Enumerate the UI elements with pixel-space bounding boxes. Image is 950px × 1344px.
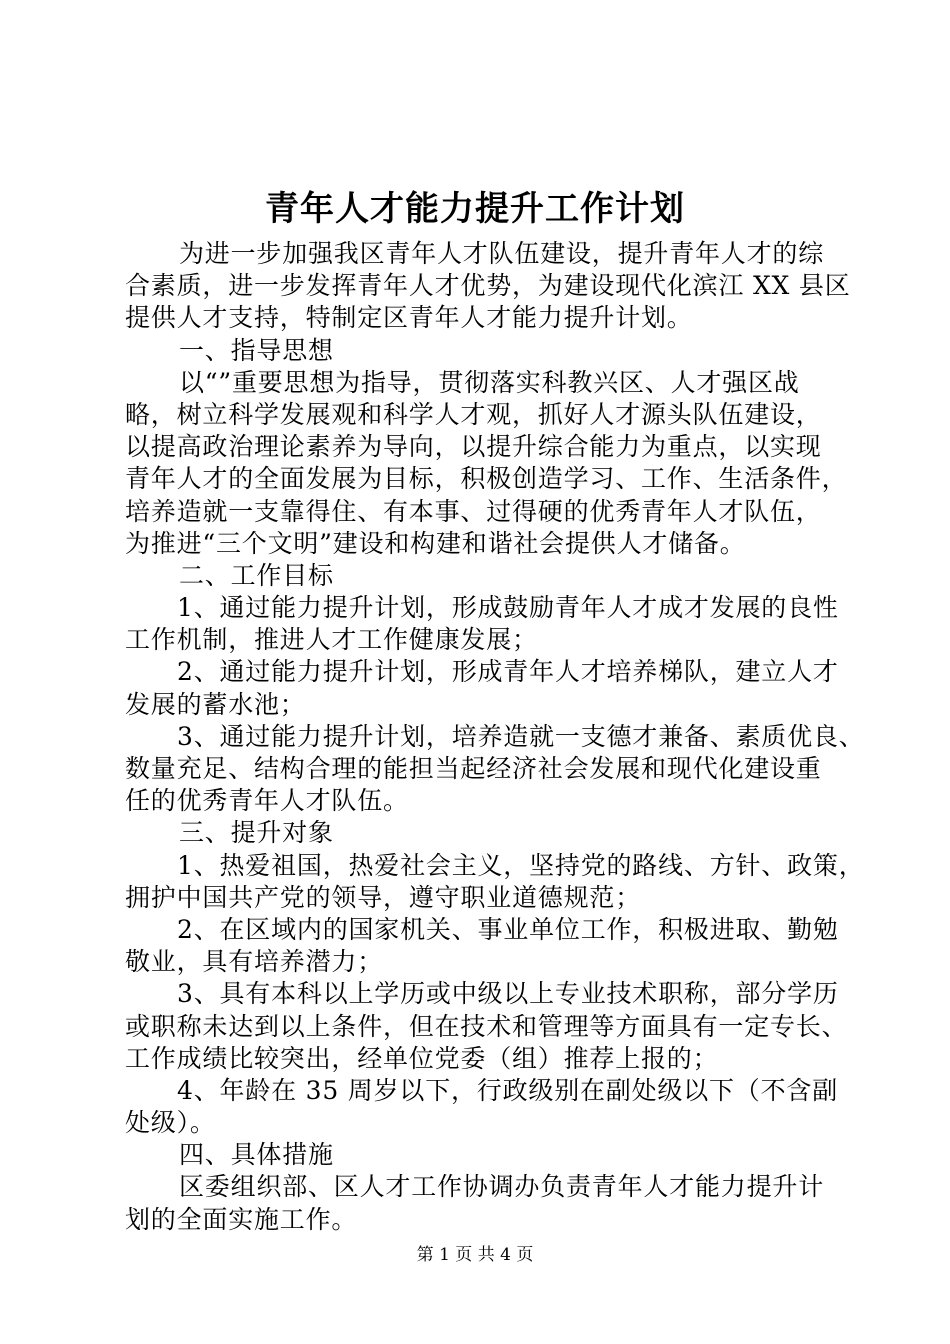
text-line: 提供人才支持，特制定区青年人才能力提升计划。	[125, 303, 693, 333]
text-line: 略，树立科学发展观和科学人才观，抓好人才源头队伍建设，	[125, 399, 822, 429]
text-line: 处级）。	[125, 1108, 216, 1138]
text-line: 4、年龄在 35 周岁以下，行政级别在副处级以下（不含副	[177, 1075, 839, 1105]
text-line: 3、通过能力提升计划，培养造就一支德才兼备、素质优良、	[177, 721, 865, 751]
text-line: 工作成绩比较突出，经单位党委（组）推荐上报的；	[125, 1043, 719, 1073]
text-line: 拥护中国共产党的领导，遵守职业道德规范；	[125, 882, 642, 912]
text-line: 以“”重要思想为指导，贯彻落实科教兴区、人才强区战	[179, 367, 800, 397]
document-title: 青年人才能力提升工作计划	[265, 189, 685, 229]
text-line: 以提高政治理论素养为导向，以提升综合能力为重点，以实现	[125, 432, 822, 462]
text-line: 培养造就一支靠得住、有本事、过得硬的优秀青年人才队伍，	[125, 496, 822, 526]
text-line: 青年人才的全面发展为目标，积极创造学习、工作、生活条件，	[125, 464, 848, 494]
text-line: 1、热爱祖国，热爱社会主义，坚持党的路线、方针、政策，	[177, 850, 865, 880]
text-line: 划的全面实施工作。	[125, 1204, 358, 1234]
page-footer: 第 1 页 共 4 页	[416, 1245, 534, 1265]
section-heading: 三、提升对象	[179, 818, 334, 848]
section-heading: 四、具体措施	[179, 1140, 334, 1170]
text-line: 或职称未达到以上条件，但在技术和管理等方面具有一定专长、	[125, 1011, 848, 1041]
text-line: 合素质，进一步发挥青年人才优势，为建设现代化滨江 XX 县区	[125, 271, 851, 301]
text-line: 数量充足、结构合理的能担当起经济社会发展和现代化建设重	[125, 754, 822, 783]
text-line: 敬业，具有培养潜力；	[125, 947, 384, 977]
section-heading: 一、指导思想	[179, 335, 334, 365]
text-line: 为推进“三个文明”建设和构建和谐社会提供人才储备。	[125, 528, 746, 558]
text-line: 1、通过能力提升计划，形成鼓励青年人才成才发展的良性	[177, 593, 839, 623]
section-heading: 二、工作目标	[179, 560, 334, 590]
text-line: 区委组织部、区人才工作协调办负责青年人才能力提升计	[179, 1172, 825, 1202]
text-line: 2、通过能力提升计划，形成青年人才培养梯队，建立人才	[177, 657, 839, 687]
text-line: 为进一步加强我区青年人才队伍建设，提升青年人才的综	[179, 239, 825, 268]
document-body	[125, 238, 865, 1236]
text-line: 工作机制，推进人才工作健康发展；	[125, 625, 538, 655]
text-line: 2、在区域内的国家机关、事业单位工作，积极进取、勤勉	[177, 914, 839, 944]
text-line: 任的优秀青年人才队伍。	[125, 786, 409, 816]
text-line: 发展的蓄水池；	[125, 689, 306, 719]
text-line: 3、具有本科以上学历或中级以上专业技术职称，部分学历	[177, 979, 839, 1009]
